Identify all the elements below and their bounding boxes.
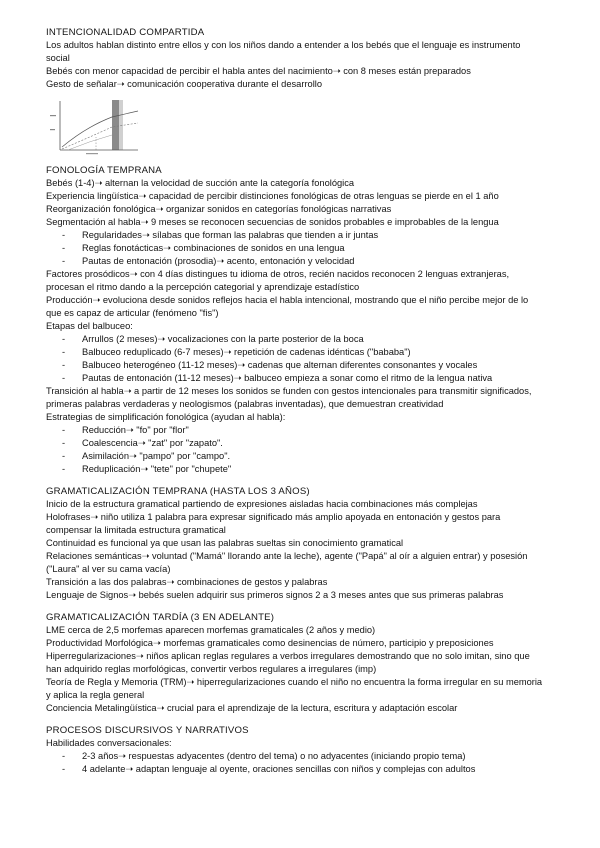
graph-curve-2	[62, 123, 138, 149]
babbling-list	[46, 333, 546, 385]
list-item: - Regularidades➝ sílabas que forman las palabras que tienden a ir juntas	[46, 229, 546, 242]
text-line: Relaciones semánticas➝ voluntad ("Mamá" llorando ante la leche), agente ("Papá" al oír a alguien entrar) y posesión ("Laura" al ver su cama vacía)	[46, 551, 528, 574]
text-line: Producción➝ evoluciona desde sonidos reflejos hacia el habla intencional, mostrando que el niño percibe mejor de lo que es capaz de articular (fenómeno "fis")	[46, 295, 529, 318]
development-graph-figure	[46, 97, 146, 159]
list-item: - Asimilación➝ "pampo" por "campo".	[46, 450, 546, 463]
segmentation-list	[46, 229, 546, 268]
list-item: - Pautas de entonación (prosodia)➝ acento, entonación y velocidad	[46, 255, 546, 268]
text-line: Experiencia lingüística➝ capacidad de percibir distinciones fonológicas de otras lenguas se pierde en el 1 año	[46, 191, 499, 201]
list-item: - Coalescencia➝ "zat" por "zapato".	[46, 437, 546, 450]
development-graph	[46, 97, 146, 159]
section-title: PROCESOS DISCURSIVOS Y NARRATIVOS	[46, 725, 249, 736]
graph-band	[112, 100, 119, 150]
text-line: Gesto de señalar➝ comunicación cooperativa durante el desarrollo	[46, 79, 323, 89]
list-item: - 2-3 años➝ respuestas adyacentes (dentro del tema) o no adyacentes (iniciando propio tema)	[46, 750, 546, 763]
section-procesos-discursivos	[46, 724, 546, 776]
text-line: Transición al habla➝ a partir de 12 meses los sonidos se funden con gestos intencionales para transmitir significados, primeras palabras verdaderas y neologismos (palabras inventadas), que demuestran creatividad	[46, 386, 532, 409]
list-item: - Reglas fonotácticas➝ combinaciones de sonidos en una lengua	[46, 242, 546, 255]
text-line: Habilidades conversacionales:	[46, 738, 172, 748]
text-line: Hiperregularizaciones➝ niños aplican reglas regulares a verbos irregulares demostrando que no solo imitan, sino que han adquirido reglas morfológicas, convertir verbos regulares a irregulares (imp)	[46, 651, 530, 674]
conversation-list	[46, 750, 546, 776]
graph-x-tick-mark	[86, 153, 98, 154]
list-item: - Balbuceo heterogéneo (11-12 meses)➝ cadenas que alternan diferentes consonantes y vocales	[46, 359, 546, 372]
text-line: Factores prosódicos➝ con 4 días distingues tu idioma de otros, recién nacidos reconocen 2 lenguas extranjeras, procesan el ritmo dando a la percepción categorial y aprendizaje estadístico	[46, 269, 510, 292]
text-line: Estrategias de simplificación fonológica (ayudan al habla):	[46, 412, 286, 422]
text-line: Holofrases➝ niño utiliza 1 palabra para expresar significado más amplio apoyada en entonación y gestos para compensar la limitada estructura gramatical	[46, 512, 501, 535]
graph-band-light	[119, 100, 123, 150]
text-line: Transición a las dos palabras➝ combinaciones de gestos y palabras	[46, 577, 328, 587]
text-line: Los adultos hablan distinto entre ellos y con los niños dando a entender a los bebés que el lenguaje es instrumento social	[46, 40, 521, 63]
text-line: Bebés (1-4)➝ alternan la velocidad de succión ante la categoría fonológica	[46, 178, 355, 188]
graph-y-tick-mark	[50, 115, 56, 116]
text-line: LME cerca de 2,5 morfemas aparecen morfemas gramaticales (2 años y medio)	[46, 625, 376, 635]
text-line: Lenguaje de Signos➝ bebés suelen adquirir sus primeros signos 2 a 3 meses antes que sus primeras palabras	[46, 590, 504, 600]
section-title: GRAMATICALIZACIÓN TEMPRANA (HASTA LOS 3 AÑOS)	[46, 486, 310, 497]
list-item: - Pautas de entonación (11-12 meses)➝ balbuceo empieza a sonar como el ritmo de la lengua nativa	[46, 372, 546, 385]
section-gramaticalizacion-tardia	[46, 611, 546, 715]
section-gramaticalizacion-temprana	[46, 485, 546, 602]
text-line: Productividad Morfológica➝ morfemas gramaticales como desinencias de número, participio y preposiciones	[46, 638, 494, 648]
text-line: Inicio de la estructura gramatical partiendo de expresiones aisladas hacia combinaciones más complejas	[46, 499, 478, 509]
list-item: - Balbuceo reduplicado (6-7 meses)➝ repetición de cadenas idénticas ("bababa")	[46, 346, 546, 359]
text-line: Bebés con menor capacidad de percibir el habla antes del nacimiento➝ con 8 meses están preparados	[46, 66, 471, 76]
text-line: Reorganización fonológica➝ organizar sonidos en categorías fonológicas narrativas	[46, 204, 392, 214]
document-page	[46, 26, 546, 776]
text-line: Teoría de Regla y Memoria (TRM)➝ hiperregularizaciones cuando el niño no encuentra la forma irregular en su memoria y aplica la regla general	[46, 677, 543, 700]
section-intencionalidad	[46, 26, 546, 159]
list-item: - 4 adelante➝ adaptan lenguaje al oyente, oraciones sencillas con niños y complejas con adultos	[46, 763, 546, 776]
section-title: GRAMATICALIZACIÓN TARDÍA (3 EN ADELANTE)	[46, 612, 275, 623]
graph-curve-1	[62, 111, 138, 147]
text-line: Conciencia Metalingüística➝ crucial para el aprendizaje de la lectura, escritura y adaptación escolar	[46, 703, 458, 713]
list-item: - Reduplicación➝ "tete" por "chupete"	[46, 463, 546, 476]
strategy-list	[46, 424, 546, 476]
section-fonologia	[46, 164, 546, 476]
section-title: FONOLOGÍA TEMPRANA	[46, 165, 162, 176]
list-item: - Reducción➝ "fo" por "flor"	[46, 424, 546, 437]
text-line: Continuidad es funcional ya que usan las palabras sueltas sin conocimiento gramatical	[46, 538, 404, 548]
graph-y-tick-mark	[50, 129, 55, 130]
section-title: INTENCIONALIDAD COMPARTIDA	[46, 27, 205, 38]
text-line: Segmentación al habla➝ 9 meses se reconocen secuencias de sonidos probables e improbables de la lengua	[46, 217, 499, 227]
list-item: - Arrullos (2 meses)➝ vocalizaciones con la parte posterior de la boca	[46, 333, 546, 346]
text-line: Etapas del balbuceo:	[46, 321, 133, 331]
